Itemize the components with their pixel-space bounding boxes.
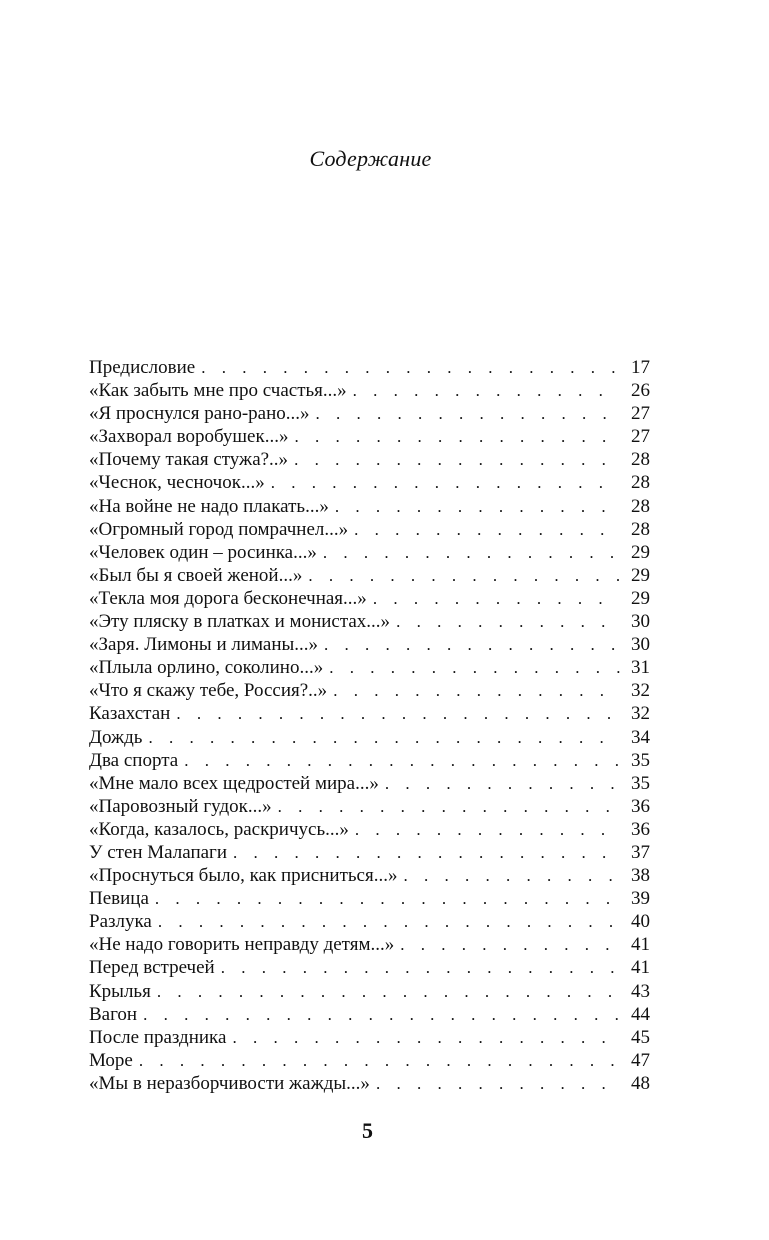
toc-entry — [89, 864, 650, 887]
toc-entry-title: «Почему такая стужа?..» — [89, 449, 289, 471]
dot-leader — [324, 633, 620, 656]
dot-leader — [403, 864, 620, 887]
toc-entry-page: 44 — [631, 1003, 650, 1025]
toc-entry-title: «Захворал воробушек...» — [89, 426, 289, 448]
toc-entry-page: 27 — [631, 426, 650, 448]
toc-entry-page: 35 — [631, 749, 650, 771]
dot-leader — [139, 1049, 620, 1072]
toc-entry-page: 39 — [631, 888, 650, 910]
toc-entry — [89, 956, 650, 979]
toc-entry-title: У стен Малапаги — [89, 841, 228, 863]
toc-entry-title: «Текла моя дорога бесконечная...» — [89, 587, 367, 609]
toc-entry-title: «Заря. Лимоны и лиманы...» — [89, 634, 319, 656]
toc-entry-title: «Огромный город помрачнел...» — [89, 518, 349, 540]
toc-entry — [89, 1003, 650, 1026]
toc-entry-page: 35 — [631, 772, 650, 794]
dot-leader — [294, 448, 620, 471]
table-of-contents — [89, 356, 650, 1095]
toc-entry — [89, 772, 650, 795]
toc-entry-page: 28 — [631, 518, 650, 540]
toc-entry-page: 45 — [631, 1026, 650, 1048]
dot-leader — [335, 495, 620, 518]
contents-heading: Содержание — [309, 146, 432, 171]
toc-entry-page: 17 — [631, 357, 650, 378]
toc-entry-page: 36 — [631, 818, 650, 840]
toc-entry-title: «Плыла орлино, соколино...» — [89, 657, 324, 679]
toc-entry-title: Разлука — [89, 911, 152, 933]
toc-entry — [89, 495, 650, 518]
dot-leader — [323, 541, 620, 564]
toc-entry — [89, 841, 650, 864]
toc-entry — [89, 402, 650, 425]
toc-entry — [89, 425, 650, 448]
toc-entry — [89, 448, 650, 471]
toc-entry-page: 29 — [631, 587, 650, 609]
toc-entry-title: Море — [89, 1049, 133, 1071]
toc-entry — [89, 610, 650, 633]
dot-leader — [158, 910, 620, 933]
toc-entry-title: «Паровозный гудок...» — [89, 795, 272, 817]
toc-entry — [89, 356, 650, 379]
toc-entry — [89, 933, 650, 956]
toc-entry-page: 41 — [631, 934, 650, 956]
toc-entry-title: Предисловие — [89, 357, 196, 378]
toc-entry-page: 38 — [631, 865, 650, 887]
toc-entry — [89, 633, 650, 656]
toc-entry-page: 48 — [631, 1072, 650, 1094]
toc-entry — [89, 564, 650, 587]
toc-entry — [89, 679, 650, 702]
toc-entry — [89, 726, 650, 749]
toc-entry-page: 40 — [631, 911, 650, 933]
toc-entry — [89, 541, 650, 564]
dot-leader — [355, 818, 620, 841]
toc-entry — [89, 518, 650, 541]
toc-entry-title: Вагон — [89, 1003, 138, 1025]
dot-leader — [308, 564, 620, 587]
toc-entry-title: «Я проснулся рано-рано...» — [89, 403, 310, 425]
toc-entry-title: «На войне не надо плакать...» — [89, 495, 329, 517]
toc-entry-title: «Чеснок, чесночок...» — [89, 472, 265, 494]
toc-entry-title: Певица — [89, 888, 149, 910]
toc-entry-title: Дождь — [89, 726, 143, 748]
toc-entry-page: 28 — [631, 472, 650, 494]
page-number: 5 — [362, 1118, 373, 1143]
dot-leader — [271, 471, 620, 494]
toc-entry-page: 30 — [631, 634, 650, 656]
dot-leader — [316, 402, 620, 425]
toc-entry-page: 47 — [631, 1049, 650, 1071]
dot-leader — [233, 841, 620, 864]
toc-entry-page: 34 — [631, 726, 650, 748]
toc-entry-title: Крылья — [89, 980, 151, 1002]
toc-entry-title: «Эту пляску в платках и монистах...» — [89, 611, 391, 633]
dot-leader — [201, 356, 620, 379]
toc-entry-title: «Был бы я своей женой...» — [89, 564, 303, 586]
dot-leader — [354, 518, 620, 541]
dot-leader — [396, 610, 620, 633]
dot-leader — [155, 887, 620, 910]
toc-entry — [89, 749, 650, 772]
toc-entry-page: 31 — [631, 657, 650, 679]
toc-entry-page: 32 — [631, 680, 650, 702]
toc-entry-page: 32 — [631, 703, 650, 725]
toc-entry-page: 43 — [631, 980, 650, 1002]
toc-entry-page: 30 — [631, 611, 650, 633]
toc-entry-page: 27 — [631, 403, 650, 425]
toc-entry — [89, 818, 650, 841]
toc-entry — [89, 887, 650, 910]
dot-leader — [333, 679, 620, 702]
dot-leader — [278, 795, 620, 818]
dot-leader — [143, 1003, 620, 1026]
toc-entry — [89, 1049, 650, 1072]
toc-entry — [89, 702, 650, 725]
toc-entry-page: 26 — [631, 380, 650, 402]
dot-leader — [353, 379, 620, 402]
dot-leader — [294, 425, 620, 448]
toc-entry-page: 37 — [631, 841, 650, 863]
toc-entry-page: 29 — [631, 541, 650, 563]
dot-leader — [221, 956, 620, 979]
toc-entry-title: Перед встречей — [89, 957, 215, 979]
toc-entry-title: После праздника — [89, 1026, 227, 1048]
dot-leader — [176, 702, 620, 725]
toc-entry — [89, 795, 650, 818]
toc-entry — [89, 587, 650, 610]
dot-leader — [232, 1026, 620, 1049]
toc-entry-title: «Проснуться было, как присниться...» — [89, 865, 398, 887]
toc-entry-page: 36 — [631, 795, 650, 817]
toc-entry-title: Казахстан — [89, 703, 171, 725]
dot-leader — [148, 726, 620, 749]
dot-leader — [329, 656, 620, 679]
toc-entry-title: «Не надо говорить неправду детям...» — [89, 934, 395, 956]
toc-entry-title: «Когда, казалось, раскричусь...» — [89, 818, 349, 840]
toc-entry-page: 41 — [631, 957, 650, 979]
toc-entry — [89, 1026, 650, 1049]
toc-entry-title: «Как забыть мне про счастья...» — [89, 380, 347, 402]
toc-entry-title: «Мы в неразборчивости жажды...» — [89, 1072, 370, 1094]
toc-entry — [89, 1072, 650, 1095]
dot-leader — [157, 980, 620, 1003]
toc-entry — [89, 656, 650, 679]
toc-entry-title: «Что я скажу тебе, Россия?..» — [89, 680, 328, 702]
toc-entry — [89, 980, 650, 1003]
toc-entry-title: «Человек один – росинка...» — [89, 541, 317, 563]
dot-leader — [184, 749, 620, 772]
dot-leader — [385, 772, 620, 795]
toc-entry — [89, 379, 650, 402]
toc-entry — [89, 910, 650, 933]
toc-entry — [89, 471, 650, 494]
dot-leader — [373, 587, 620, 610]
dot-leader — [376, 1072, 620, 1095]
toc-entry-page: 29 — [631, 564, 650, 586]
toc-entry-page: 28 — [631, 449, 650, 471]
toc-entry-title: «Мне мало всех щедростей мира...» — [89, 772, 379, 794]
toc-entry-page: 28 — [631, 495, 650, 517]
dot-leader — [400, 933, 620, 956]
toc-entry-title: Два спорта — [89, 749, 179, 771]
